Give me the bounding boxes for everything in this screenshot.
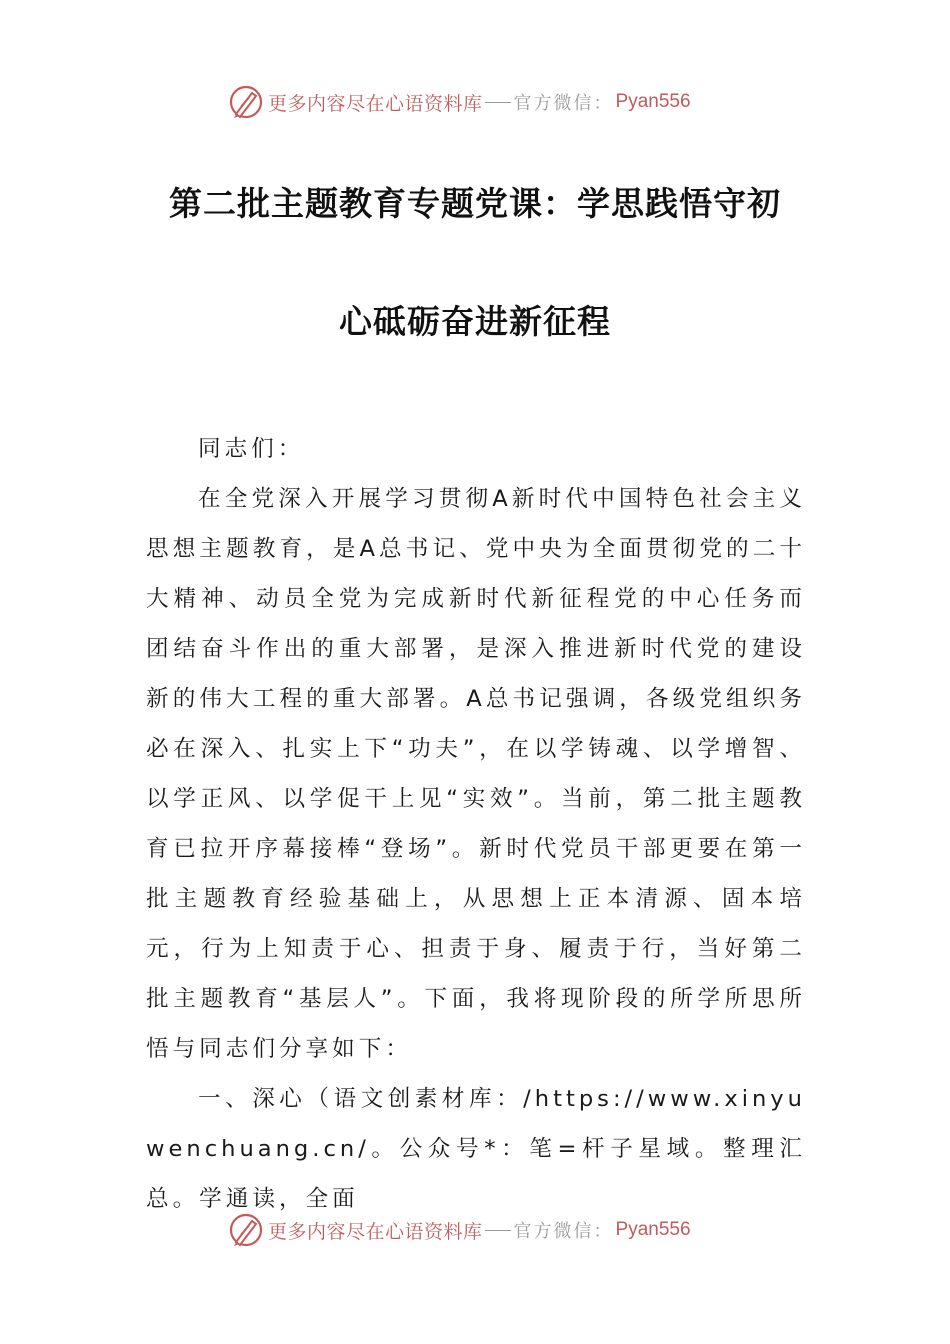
banner-divider [485,102,511,103]
banner-wechat-id: Pyan556 [615,1219,691,1240]
paragraph-intro: 在全党深入开展学习贯彻A新时代中国特色社会主义思想主题教育，是A总书记、党中央为全面贯彻党的二十大精神、动员全党为完成新时代新征程党的中心任务而团结奋斗作出的重大部署，是深入推进新时代党的建设新的伟大工程的重大部署。A总书记强调，各级党组织务必在深入、扎实上下“功夫”，在以学铸魂、以学增智、以学正风、以学促干上见“实效”。当前，第二批主题教育已拉开序幕接棒“登场”。新时代党员干部更要在第一批主题教育经验基础上，从思想上正本清源、固本培元，行为上知责于心、担责于身、履责于行，当好第二批主题教育“基层人”。下面，我将现阶段的所学所思所悟与同志们分享如下： [146,486,806,1062]
banner-divider [485,1230,511,1231]
document-body [146,424,806,1224]
banner-wechat-label: 官方微信： [513,1221,614,1242]
pen-logo-icon [228,84,264,120]
banner-main-text: 更多内容尽在心语资料库 [268,92,483,115]
paragraph-section-one: 一、深心（语文创素材库：/https://www.xinyuwenchuang.cn/。公众号*：笔=杆子星域。整理汇总。学通读，全面 [146,1086,806,1212]
banner-main-text: 更多内容尽在心语资料库 [268,1220,483,1243]
banner-wechat-label: 官方微信： [513,93,614,114]
header-banner [228,82,728,122]
greeting: 同志们： [198,436,305,462]
pen-logo-icon [228,1212,264,1248]
footer-banner [228,1210,728,1250]
document-title-line-2: 心砥砺奋进新征程 [339,302,611,341]
document-title-line-1: 第二批主题教育专题党课：学思践悟守初 [169,184,781,223]
banner-wechat-id: Pyan556 [615,91,691,112]
